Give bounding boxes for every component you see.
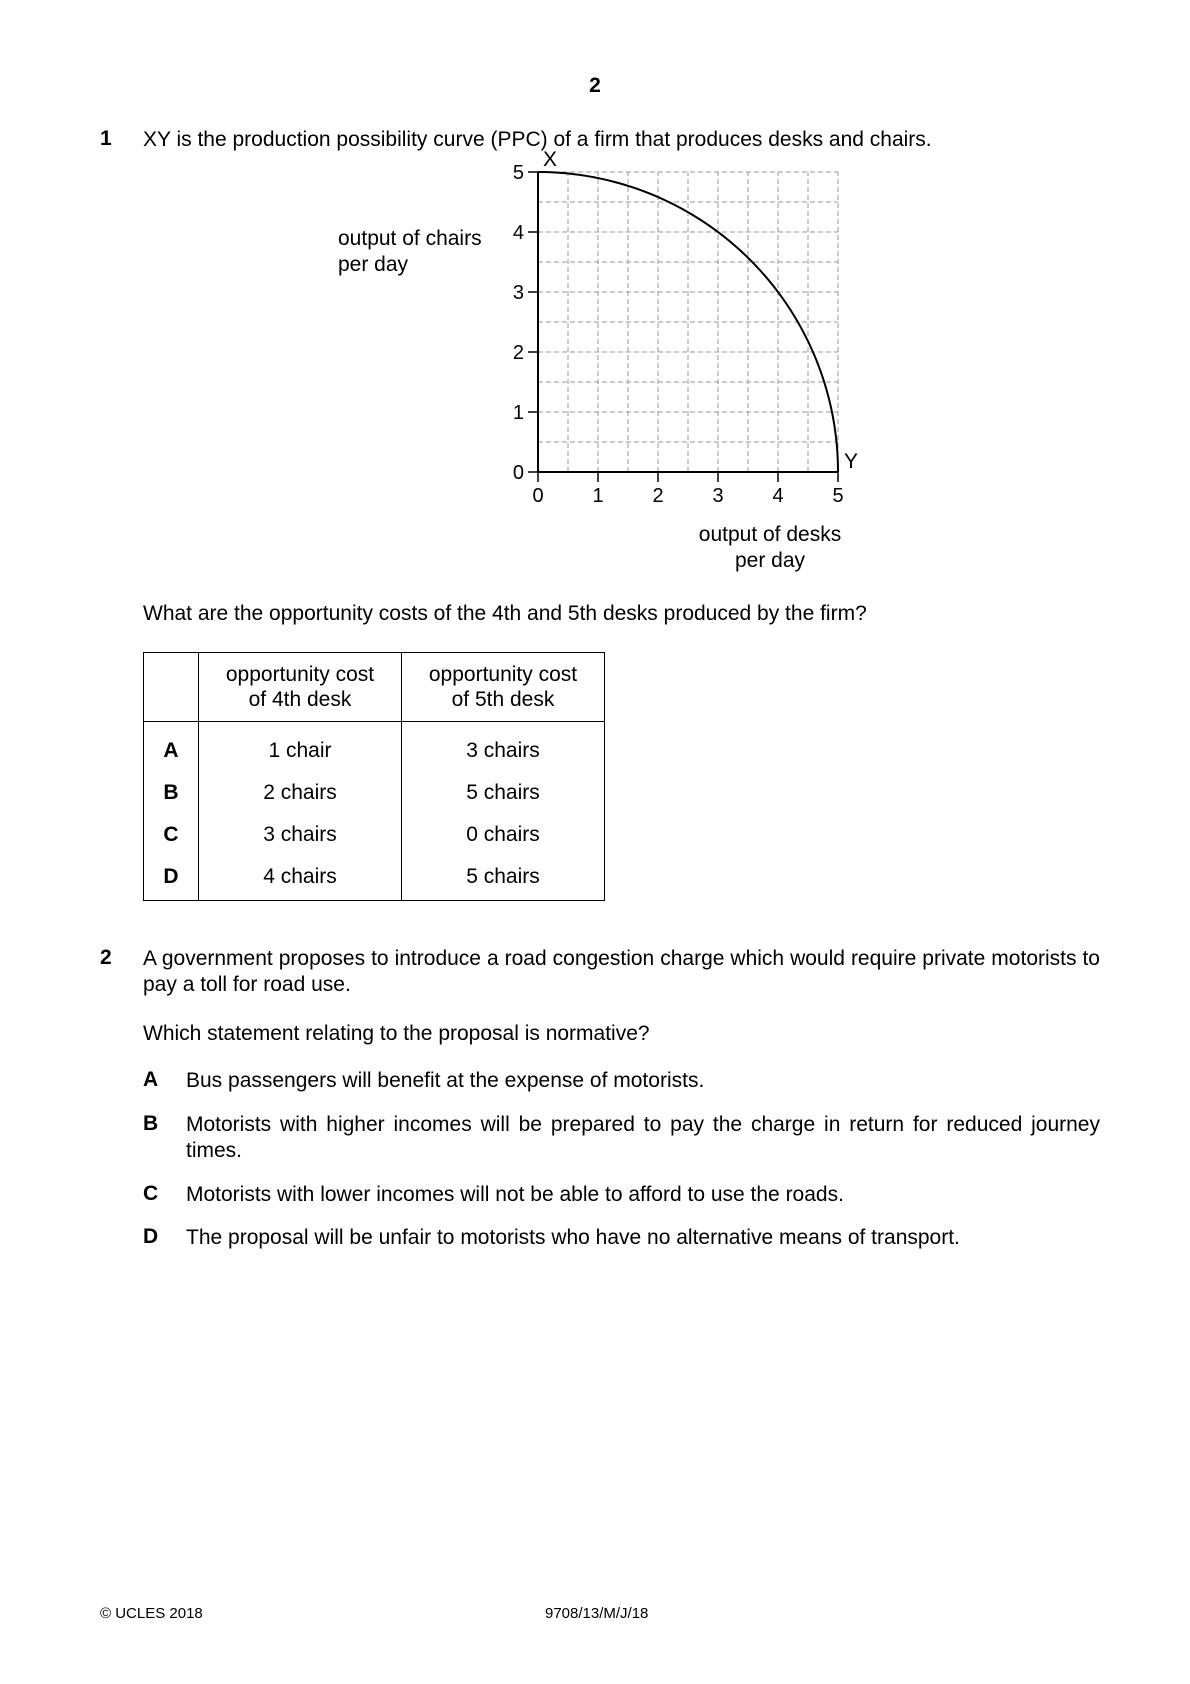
question-2-stem: A government proposes to introduce a road congestion charge which would require private motorists to pay a toll for road use. bbox=[143, 947, 1100, 996]
x-tick-label: 0 bbox=[532, 485, 544, 507]
row-cost-4th: 1 chair bbox=[199, 722, 402, 773]
answer-table bbox=[143, 652, 605, 901]
footer-code: 9708/13/M/J/18 bbox=[545, 1605, 649, 1622]
table-header-empty bbox=[144, 653, 199, 722]
question-2-number: 2 bbox=[100, 946, 112, 969]
row-letter: D bbox=[144, 856, 199, 901]
option-letter: B bbox=[143, 1112, 159, 1135]
row-letter: C bbox=[144, 814, 199, 856]
point-y-label: Y bbox=[843, 450, 859, 473]
y-tick-label: 0 bbox=[512, 462, 524, 484]
y-tick-label: 1 bbox=[512, 402, 524, 424]
row-cost-5th: 3 chairs bbox=[402, 722, 605, 773]
point-x-label: X bbox=[542, 148, 558, 171]
question-1-prompt: What are the opportunity costs of the 4th and 5th desks produced by the firm? bbox=[143, 602, 867, 625]
row-letter: B bbox=[144, 772, 199, 814]
page-number: 2 bbox=[589, 74, 601, 97]
table-header-4th-desk: opportunity cost of 4th desk bbox=[199, 653, 402, 722]
table-row bbox=[144, 856, 605, 901]
x-axis-label-line2: per day bbox=[734, 549, 806, 572]
x-tick-label: 1 bbox=[592, 485, 604, 507]
option-letter: C bbox=[143, 1182, 159, 1205]
option-text: The proposal will be unfair to motorists who have no alternative means of transport. bbox=[186, 1226, 960, 1249]
row-cost-5th: 0 chairs bbox=[402, 814, 605, 856]
y-tick-label: 5 bbox=[512, 162, 524, 184]
row-cost-4th: 4 chairs bbox=[199, 856, 402, 901]
option-text: Motorists with lower incomes will not be able to afford to use the roads. bbox=[186, 1183, 844, 1206]
table-row bbox=[144, 772, 605, 814]
row-cost-4th: 2 chairs bbox=[199, 772, 402, 814]
option-text: Motorists with higher incomes will be prepared to pay the charge in return for reduced journey times. bbox=[186, 1113, 1100, 1162]
graph-y-axis-label bbox=[338, 226, 482, 278]
y-tick-label: 3 bbox=[512, 282, 524, 304]
y-tick-label: 2 bbox=[512, 342, 524, 364]
row-cost-5th: 5 chairs bbox=[402, 856, 605, 901]
question-1-number: 1 bbox=[100, 127, 112, 150]
footer-copyright: © UCLES 2018 bbox=[100, 1605, 203, 1622]
ppc-graph bbox=[490, 148, 870, 512]
question-2-prompt: Which statement relating to the proposal is normative? bbox=[143, 1022, 650, 1045]
x-tick-label: 5 bbox=[832, 485, 844, 507]
graph-grid bbox=[538, 172, 838, 472]
table-row bbox=[144, 722, 605, 773]
graph-ticks bbox=[513, 162, 844, 507]
table-header-5th-desk: opportunity cost of 5th desk bbox=[402, 653, 605, 722]
question-1-stem: XY is the production possibility curve (PPC) of a firm that produces desks and chairs. bbox=[143, 128, 932, 151]
graph-x-axis-label bbox=[690, 522, 850, 574]
row-letter: A bbox=[144, 722, 199, 773]
x-tick-label: 4 bbox=[772, 485, 784, 507]
option-text: Bus passengers will benefit at the expense of motorists. bbox=[186, 1069, 705, 1092]
x-tick-label: 3 bbox=[712, 485, 724, 507]
y-tick-label: 4 bbox=[512, 222, 524, 244]
table-row bbox=[144, 814, 605, 856]
row-cost-5th: 5 chairs bbox=[402, 772, 605, 814]
x-tick-label: 2 bbox=[652, 485, 664, 507]
option-letter: D bbox=[143, 1225, 159, 1248]
x-axis-label-line1: output of desks bbox=[698, 523, 842, 546]
y-axis-label-line2: per day bbox=[338, 253, 409, 276]
option-letter: A bbox=[143, 1068, 159, 1091]
row-cost-4th: 3 chairs bbox=[199, 814, 402, 856]
y-axis-label-line1: output of chairs bbox=[338, 227, 482, 250]
